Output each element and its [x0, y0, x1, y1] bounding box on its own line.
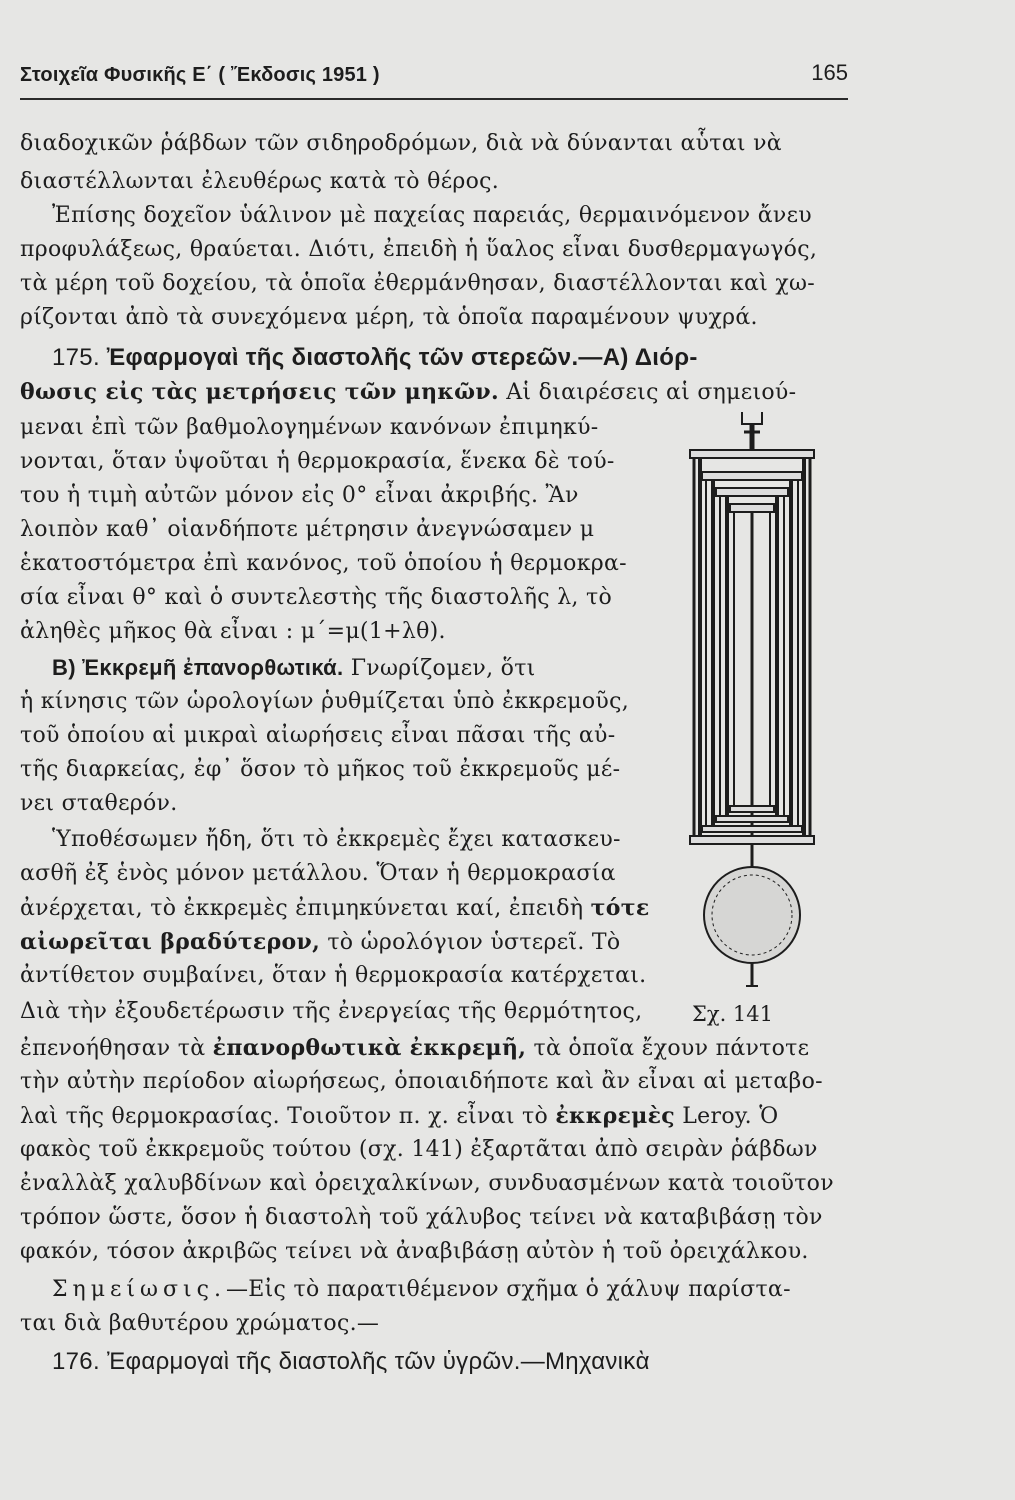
- top-crossbar: [690, 450, 814, 458]
- text-span: λαὶ τῆς θερμοκρασίας. Τοιοῦτον π. χ. εἶναι τὸ: [20, 1104, 556, 1129]
- compensated-pendulum-icon: [676, 400, 876, 1040]
- section-title: Ἐφαρμογαὶ τῆς διαστολῆς τῶν στερεῶν.—Α) Διόρ-: [106, 344, 698, 371]
- section-number: 175.: [52, 344, 100, 371]
- text-line: τὰ μέρη τοῦ δοχείου, τὰ ὁποῖα ἐθερμάνθησαν, διαστέλλονται καὶ χω-: [20, 271, 815, 296]
- text-line: Διὰ τὴν ἐξουδετέρωσιν τῆς ἐνεργείας τῆς θερμότητος,: [20, 999, 643, 1024]
- emphasis: τότε: [590, 895, 650, 921]
- text-line: Ὑποθέσωμεν ἤδη, ὅτι τὸ ἐκκρεμὲς ἔχει κατασκευ-: [52, 827, 621, 852]
- text-line: μεναι ἐπὶ τῶν βαθμολογημένων κανόνων ἐπιμηκύ-: [20, 415, 599, 440]
- note-label: Σημείωσις.: [52, 1277, 226, 1302]
- text-line: του ἡ τιμὴ αὐτῶν μόνον εἰς 0° εἶναι ἀκριβής. Ἂν: [20, 483, 579, 508]
- pendulum-bob: [704, 867, 800, 963]
- bottom-crossbar: [690, 836, 814, 844]
- figure-caption: Σχ. 141: [692, 1002, 774, 1026]
- text-span: Leroy. Ὁ: [674, 1104, 779, 1129]
- text-line: [52, 652, 536, 685]
- text-line: [20, 892, 650, 925]
- running-header: [20, 62, 848, 100]
- section-title: Ἐφαρμογαὶ τῆς διαστολῆς τῶν ὑγρῶν.—Μηχανικὰ: [106, 1348, 650, 1375]
- text-line: Ἐπίσης δοχεῖον ὑάλινον μὲ παχείας παρειάς, θερμαινόμενον ἄνευ: [52, 203, 812, 228]
- text-line: νονται, ὅταν ὑψοῦται ἡ θερμοκρασία, ἕνεκα δὲ τού-: [20, 449, 615, 474]
- emphasis: ἐκκρεμὲς: [555, 1103, 675, 1129]
- text-line: σία εἶναι θ° καὶ ὁ συντελεστὴς τῆς διαστολῆς λ, τὸ: [20, 585, 613, 610]
- text-line: διαστέλλωνται ἐλευθέρως κατὰ τὸ θέρος.: [20, 169, 500, 194]
- text-line: ρίζονται ἀπὸ τὰ συνεχόμενα μέρη, τὰ ὁποῖα παραμένουν ψυχρά.: [20, 305, 758, 330]
- text-line: [20, 1100, 778, 1133]
- text-line: [52, 1274, 791, 1306]
- text-line: ἀντίθετον συμβαίνει, ὅταν ἡ θερμοκρασία κατέρχεται.: [20, 963, 647, 988]
- text-line: ἀληθὲς μῆκος θὰ εἶναι : μ΄=μ(1+λθ).: [20, 619, 446, 644]
- emphasis: αἰωρεῖται βραδύτερον,: [20, 929, 321, 955]
- section-number: 176.: [52, 1348, 100, 1375]
- text-line: διαδοχικῶν ῥάβδων τῶν σιδηροδρόμων, διὰ νὰ δύνανται αὗται νὰ: [20, 131, 782, 156]
- text-line: τὴν αὐτὴν περίοδον αἰωρήσεως, ὁποιαιδήποτε καὶ ἂν εἶναι αἱ μεταβο-: [20, 1069, 823, 1094]
- text-span: Αἱ διαιρέσεις αἱ σημειού-: [498, 380, 797, 405]
- header-title: Στοιχεῖα Φυσικῆς Ε΄ ( Ἔκδοσις 1951 ): [20, 64, 380, 86]
- text-line: ἐναλλὰξ χαλυβδίνων καὶ ὀρειχαλκίνων, συνδυασμένων κατὰ τοιοῦτον: [20, 1171, 834, 1196]
- text-line: ἡ κίνησις τῶν ὡρολογίων ῥυθμίζεται ὑπὸ ἐκκρεμοῦς,: [20, 689, 630, 714]
- text-span: ἀνέρχεται, τὸ ἐκκρεμὲς ἐπιμηκύνεται καί, ἐπειδὴ: [20, 896, 591, 921]
- section-heading-175: [52, 342, 698, 374]
- text-span: ἐπενοήθησαν τὰ: [20, 1036, 213, 1061]
- hook-icon: [742, 412, 762, 424]
- text-line: ται διὰ βαθυτέρου χρώματος.—: [20, 1311, 380, 1336]
- emphasis: ἐπανορθωτικὰ ἐκκρεμῆ,: [212, 1035, 527, 1061]
- text-line: [20, 926, 620, 959]
- subsection-title: Β) Ἐκκρεμῆ ἐπανορθωτικά.: [52, 655, 344, 680]
- text-line: τρόπον ὥστε, ὅσον ἡ διαστολὴ τοῦ χάλυβος τείνει νὰ καταβιβάσῃ τὸν: [20, 1205, 823, 1230]
- page-number: 165: [811, 60, 848, 85]
- text-line: λοιπὸν καθ᾽ οἱανδήποτε μέτρησιν ἀνεγνώσαμεν μ: [20, 517, 595, 542]
- text-line: τῆς διαρκείας, ἐφ᾽ ὅσον τὸ μῆκος τοῦ ἐκκρεμοῦς μέ-: [20, 757, 621, 782]
- text-line: ἑκατοστόμετρα ἐπὶ κανόνος, τοῦ ὁποίου ἡ θερμοκρα-: [20, 551, 627, 576]
- text-span: τὸ ὡρολόγιον ὑστερεῖ. Τὸ: [320, 930, 621, 955]
- text-line: φακόν, τόσον ἀκριβῶς τείνει νὰ ἀναβιβάσῃ αὐτὸν ἡ τοῦ ὀρειχάλκου.: [20, 1239, 809, 1264]
- text-span: τὰ ὁποῖα ἔχουν πάντοτε: [526, 1036, 810, 1061]
- text-line: ασθῆ ἐξ ἑνὸς μόνον μετάλλου. Ὅταν ἡ θερμοκρασία: [20, 861, 616, 886]
- subsection-title: θωσις εἰς τὰς μετρήσεις τῶν μηκῶν.: [20, 379, 499, 405]
- text-span: —Εἰς τὸ παρατιθέμενον σχῆμα ὁ χάλυψ παρίστα-: [225, 1277, 791, 1302]
- text-span: Γνωρίζομεν, ὅτι: [343, 656, 536, 681]
- section-heading-176: [52, 1346, 650, 1378]
- text-line: νει σταθερόν.: [20, 791, 178, 816]
- text-line: προφυλάξεως, θραύεται. Διότι, ἐπειδὴ ἡ ὕαλος εἶναι δυσθερμαγωγός,: [20, 237, 818, 262]
- text-line: τοῦ ὁποίου αἱ μικραὶ αἰωρήσεις εἶναι πᾶσαι τῆς αὐ-: [20, 723, 616, 748]
- text-line: φακὸς τοῦ ἐκκρεμοῦς τούτου (σχ. 141) ἐξαρτᾶται ἀπὸ σειρὰν ῥάβδων: [20, 1137, 818, 1162]
